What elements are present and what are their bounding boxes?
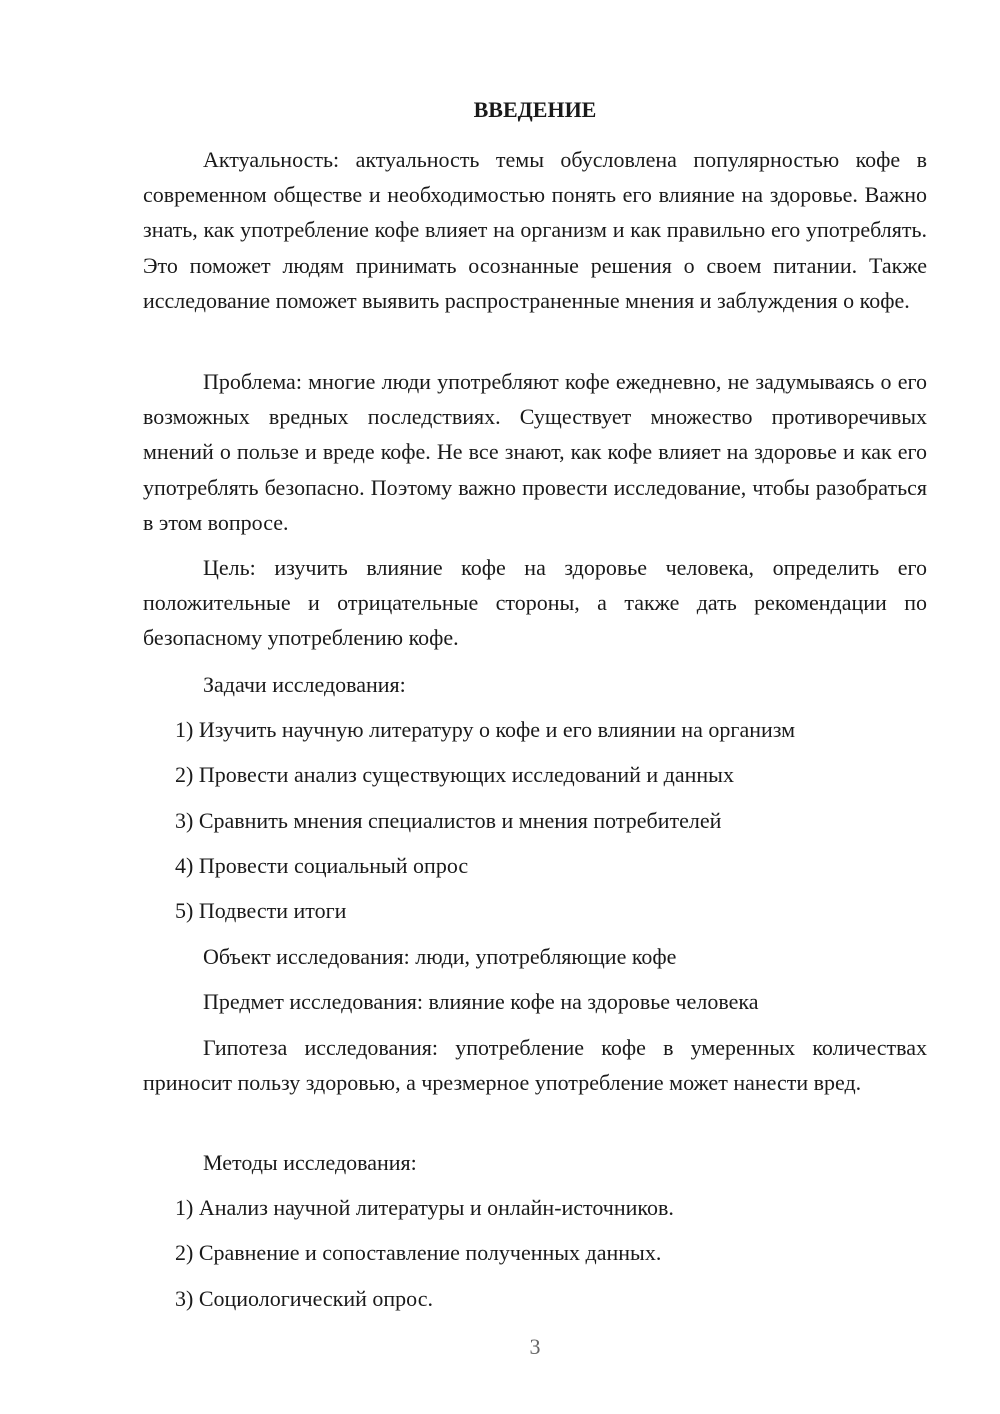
subject-line: Предмет исследования: влияние кофе на здоровье человека	[203, 989, 759, 1014]
task-item-5: 5) Подвести итоги	[175, 898, 347, 923]
tasks-heading: Задачи исследования:	[203, 672, 406, 697]
task-item-4: 4) Провести социальный опрос	[175, 853, 469, 878]
task-item-3: 3) Сравнить мнения специалистов и мнения потребителей	[175, 808, 722, 833]
method-item-3: 3) Социологический опрос.	[175, 1286, 433, 1311]
page-number: 3	[529, 1334, 541, 1359]
task-item-2: 2) Провести анализ существующих исследований и данных	[175, 762, 734, 787]
method-item-1: 1) Анализ научной литературы и онлайн-источников.	[175, 1195, 674, 1220]
paragraph-relevance: Актуальность: актуальность темы обусловлена популярностью кофе в современном обществе и необходимостью понять его влияние на здоровье. Важно знать, как употребление кофе влияет на организм и как правильно его употреблять. Это поможет людям принимать осознанные решения о своем питании. Также исследование поможет выявить распространенные мнения и заблуждения о кофе.	[143, 147, 927, 313]
methods-heading: Методы исследования:	[203, 1150, 417, 1175]
paragraph-problem: Проблема: многие люди употребляют кофе ежедневно, не задумываясь о его возможных вредных последствиях. Существует множество противоречивых мнений о пользе и вреде кофе. Не все знают, как кофе влияет на здоровье и как его употреблять безопасно. Поэтому важно провести исследование, чтобы разобраться в этом вопросе.	[143, 369, 927, 535]
paragraph-goal: Цель: изучить влияние кофе на здоровье человека, определить его положительные и отрицательные стороны, а также дать рекомендации по безопасному употреблению кофе.	[143, 555, 927, 651]
paragraph-hypothesis: Гипотеза исследования: употребление кофе в умеренных количествах приносит пользу здоровью, а чрезмерное употребление может нанести вред.	[143, 1035, 927, 1096]
object-line: Объект исследования: люди, употребляющие кофе	[203, 944, 677, 969]
task-item-1: 1) Изучить научную литературу о кофе и его влиянии на организм	[175, 717, 796, 742]
method-item-2: 2) Сравнение и сопоставление полученных данных.	[175, 1240, 662, 1265]
section-title: ВВЕДЕНИЕ	[473, 97, 597, 122]
